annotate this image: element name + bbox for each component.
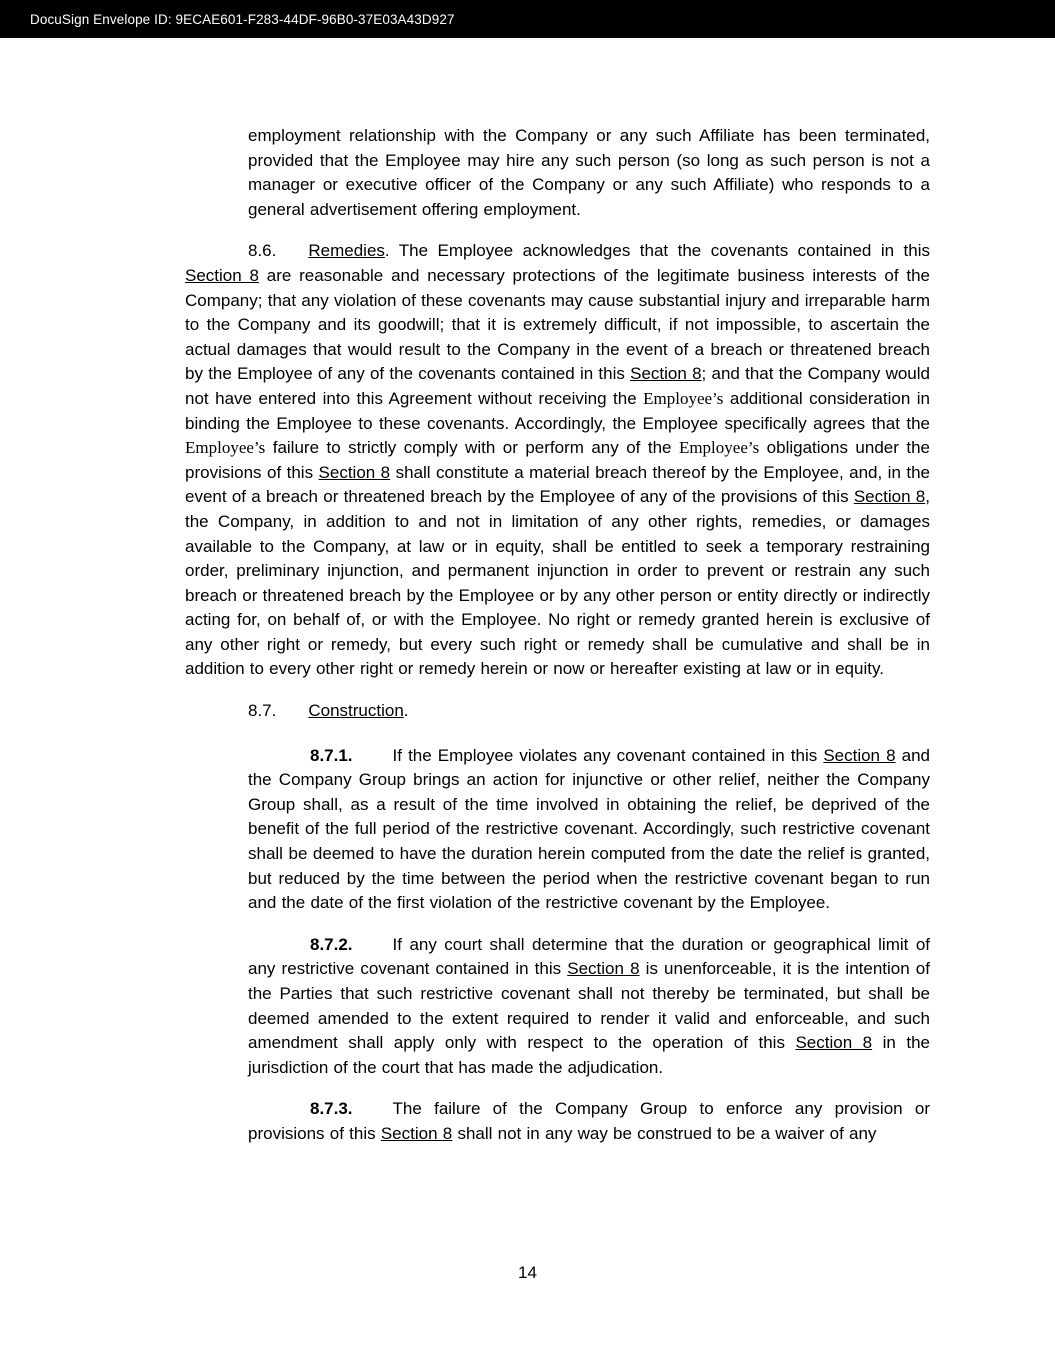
- envelope-id-text: DocuSign Envelope ID: 9ECAE601-F283-44DF-96B0-37E03A43D927: [30, 11, 455, 27]
- underlined-text: Section 8: [380, 1123, 453, 1143]
- text-run: Employee’s: [643, 388, 724, 408]
- text-run: employment relationship with the Company or any such Affiliate has been terminated, provided that the Employee may hire any such person (so long as such person is not a manager or executive officer of the Company or any such Affiliate) who responds to a general advertisement offering employment.: [248, 126, 930, 219]
- section-number: 8.6.: [248, 241, 277, 261]
- text-run: additional consideration in binding the Employee to these covenants. Accordingly, the Employee specifically agrees that the: [185, 388, 930, 433]
- underlined-text: Section 8: [823, 745, 896, 765]
- text-run: If any court shall determine that the duration or geographical limit of any restrictive covenant contained in this: [248, 934, 930, 979]
- para-8-7-2: [248, 933, 930, 1081]
- text-run: Employee’s: [678, 438, 760, 458]
- text-run: The failure of the Company Group to enforce any provision or provisions of this: [248, 1099, 930, 1143]
- text-run: failure to strictly comply with or perform any of the: [265, 438, 679, 458]
- underlined-text: Section 8: [853, 487, 926, 507]
- text-run: . The Employee acknowledges that the covenants contained in this: [384, 241, 930, 261]
- section-number: 8.7.3.: [310, 1099, 353, 1119]
- underlined-text: Construction: [308, 701, 404, 721]
- text-run: Employee’s: [185, 438, 266, 458]
- page-footer: [0, 1263, 1055, 1283]
- para-continuation: [248, 124, 930, 222]
- underlined-text: Section 8: [630, 364, 702, 384]
- para-8-7-1: [248, 744, 930, 916]
- underlined-text: Section 8: [185, 265, 259, 285]
- text-run: is unenforceable, it is the intention of the Parties that such restrictive covenant shall not thereby be terminated, but shall be deemed amended to the extent required to render it valid and enforceable, and such amendment shall apply only with respect to the operation of this: [248, 959, 930, 1053]
- text-run: are reasonable and necessary protections of the legitimate business interests of the Company; that any violation of these covenants may cause substantial injury and irreparable harm to the Company and its goodwill; that it is extremely difficult, if not impossible, to ascertain the actual damages that would result to the Company in the event of a breach or threatened breach by the Employee of any of the covenants contained in this: [185, 265, 930, 384]
- page-number: 14: [518, 1263, 537, 1282]
- docusign-banner: [0, 0, 1055, 38]
- underlined-text: Remedies: [308, 241, 385, 261]
- underlined-text: Section 8: [567, 959, 640, 979]
- text-run: .: [403, 701, 409, 721]
- text-run: obligations under the provisions of this: [185, 438, 930, 482]
- document-body: [0, 38, 1055, 1147]
- text-run: ; and that the Company would not have entered into this Agreement without receiving the: [185, 364, 930, 408]
- heading-8-7-construction: [185, 699, 930, 724]
- text-run: in the jurisdiction of the court that has made the adjudication.: [248, 1033, 931, 1077]
- text-run: and the Company Group brings an action for injunctive or other relief, neither the Company Group shall, as a result of the time involved in obtaining the relief, be deprived of the benefit of the full period of the restrictive covenant. Accordingly, such restrictive covenant shall be deemed to have the duration herein computed from the date the relief is granted, but reduced by the time between the period when the restrictive covenant began to run and the date of the first violation of the restrictive covenant by the Employee.: [248, 745, 930, 913]
- text-run: , the Company, in addition to and not in limitation of any other rights, remedies, or damages available to the Company, at law or in equity, shall be entitled to seek a temporary restraining order, preliminary injunction, and permanent injunction in order to prevent or restrain any such breach or threatened breach by the Employee or by any other person or entity directly or indirectly acting for, on behalf of, or with the Employee. No right or remedy granted herein is exclusive of any other right or remedy, but every such right or remedy shall be cumulative and shall be in addition to every other right or remedy herein or now or hereafter existing at law or in equity.: [185, 487, 931, 679]
- underlined-text: Section 8: [318, 462, 391, 482]
- section-number: 8.7.: [248, 701, 277, 721]
- text-run: If the Employee violates any covenant contained in this: [392, 745, 824, 765]
- text-run: shall not in any way be construed to be a waiver of any: [452, 1123, 877, 1143]
- underlined-text: Section 8: [795, 1033, 873, 1053]
- section-number: 8.7.1.: [310, 745, 353, 765]
- para-8-6-remedies: [185, 239, 930, 682]
- para-8-7-3: [248, 1097, 930, 1146]
- section-number: 8.7.2.: [310, 934, 353, 954]
- text-run: shall constitute a material breach thereof by the Employee, and, in the event of a breach or threatened breach by the Employee of any of the provisions of this: [185, 462, 930, 507]
